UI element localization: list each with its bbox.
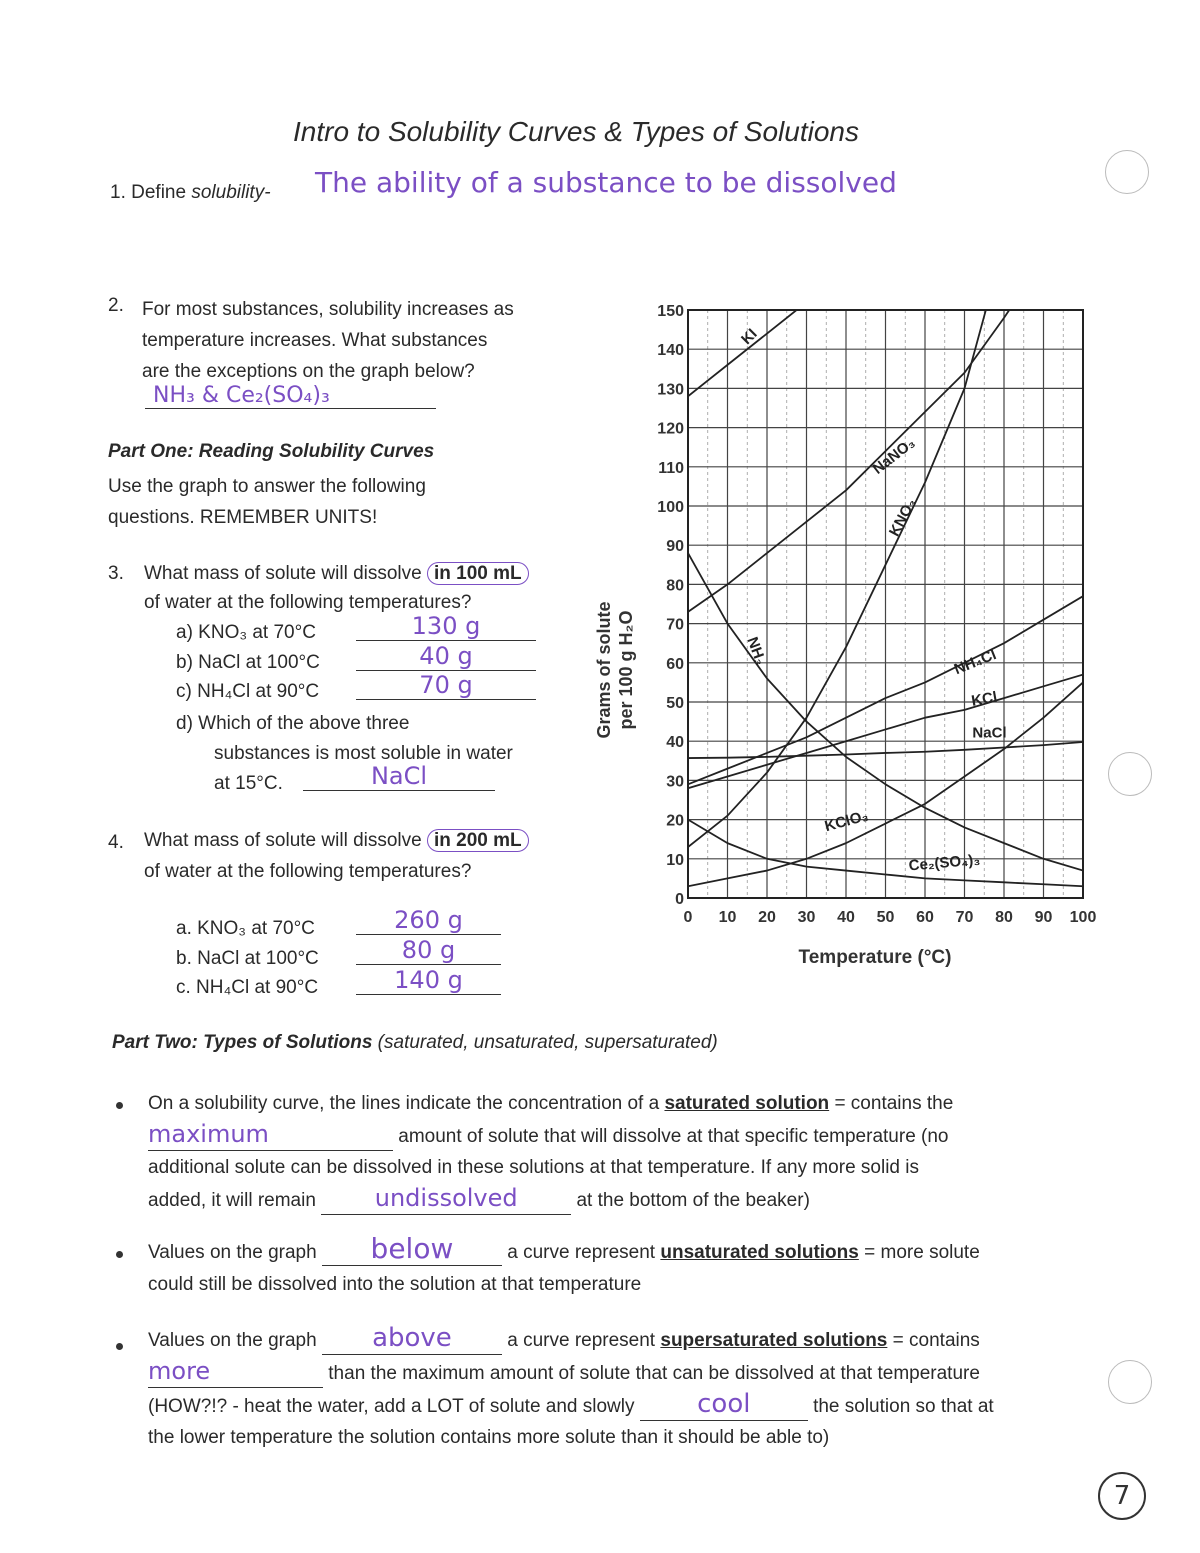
question-2-line: temperature increases. What substances xyxy=(142,330,488,351)
y-tick-label: 140 xyxy=(657,342,684,360)
series-label: NaCl xyxy=(972,724,1007,742)
question-text: What mass of solute will dissolve xyxy=(144,563,422,584)
question-3-number: 3. xyxy=(108,563,124,584)
question-prompt: Define xyxy=(131,182,187,203)
part-two-heading-label: Part Two: xyxy=(112,1032,198,1053)
question-term: solubility- xyxy=(191,182,271,203)
y-tick-label: 40 xyxy=(666,734,684,752)
q4-c-answer: 140 g xyxy=(356,966,501,995)
y-tick-label: 60 xyxy=(666,655,684,673)
series-label: KNO₃ xyxy=(885,495,920,540)
x-tick-label: 50 xyxy=(876,909,895,926)
y-tick-label: 50 xyxy=(666,695,684,712)
part-one-instructions xyxy=(108,471,426,533)
y-tick-label: 80 xyxy=(666,577,684,595)
bullet xyxy=(116,1343,123,1350)
answer-exceptions: NH₃ & Ce₂(SO₄)₃ xyxy=(145,383,436,409)
answer-solubility-definition: The ability of a substance to be dissolved xyxy=(315,166,897,199)
series-label: Ce₂(SO₄)₃ xyxy=(908,851,981,875)
question-2-number: 2. xyxy=(108,295,124,316)
q3-b-answer: 40 g xyxy=(356,642,536,671)
series-label: KCl xyxy=(970,688,999,710)
x-tick-label: 40 xyxy=(837,909,855,926)
y-tick-label: 150 xyxy=(657,303,684,320)
series-label: KI xyxy=(738,325,761,349)
bullet-text: = more solute xyxy=(864,1242,980,1263)
series-label: KClO₃ xyxy=(822,807,871,836)
x-tick-label: 60 xyxy=(916,909,934,926)
q3-a-label: a) KNO₃ at 70°C xyxy=(176,622,316,643)
q4-b-answer: 80 g xyxy=(356,936,501,965)
hole-punch xyxy=(1108,752,1152,796)
x-tick-label: 10 xyxy=(718,909,737,926)
y-axis-label-line2: per 100 g H₂O xyxy=(616,610,636,730)
bullet-text: a curve represent xyxy=(507,1242,656,1263)
bullet-text: at the bottom of the beaker) xyxy=(576,1190,810,1211)
bullet-text: the lower temperature the solution contains more solute than it should be able to) xyxy=(148,1427,830,1448)
bullet-text: the solution so that at xyxy=(813,1396,994,1417)
q3-d-line: d) Which of the above three xyxy=(176,713,410,734)
y-tick-label: 90 xyxy=(666,538,684,556)
term-saturated: saturated solution xyxy=(664,1093,830,1114)
series-label: NaNO₃ xyxy=(869,434,919,478)
x-tick-label: 30 xyxy=(797,909,816,926)
bullet-text: Values on the graph xyxy=(148,1242,317,1263)
instruction-line: Use the graph to answer the following xyxy=(108,476,426,497)
answer-more: more xyxy=(148,1356,323,1388)
bullet-text: a curve represent xyxy=(507,1330,656,1351)
y-axis-label-line1: Grams of solute xyxy=(594,601,614,739)
y-tick-label: 100 xyxy=(657,499,684,516)
question-1 xyxy=(110,181,271,205)
part-two-heading-title: Types of Solutions xyxy=(203,1032,373,1053)
q3-d-line: substances is most soluble in water xyxy=(214,743,513,764)
q3-a-answer: 130 g xyxy=(356,612,536,641)
chart-grid xyxy=(688,310,1083,898)
answer-undissolved: undissolved xyxy=(321,1183,571,1215)
q3-c-label: c) NH₄Cl at 90°C xyxy=(176,681,320,702)
bullet-text: additional solute can be dissolved in these solutions at that temperature. If any more solid is xyxy=(148,1157,919,1178)
bullet-text: amount of solute that will dissolve at that specific temperature (no xyxy=(398,1126,949,1147)
q4-a-answer: 260 g xyxy=(356,906,501,935)
bullet-2 xyxy=(148,1233,1078,1301)
x-tick-label: 80 xyxy=(995,909,1013,926)
x-tick-label: 20 xyxy=(758,909,776,926)
hole-punch xyxy=(1108,1360,1152,1404)
bullet-text: On a solubility curve, the lines indicate the concentration of a xyxy=(148,1093,660,1114)
y-tick-label: 120 xyxy=(657,420,684,438)
question-4-line1 xyxy=(144,829,529,853)
term-unsaturated: unsaturated solutions xyxy=(660,1242,859,1263)
solubility-chart xyxy=(590,290,1110,980)
bullet-text: (HOW?!? - heat the water, add a LOT of solute and slowly xyxy=(148,1396,635,1417)
chart-series-labels xyxy=(738,325,1007,874)
bullet-1 xyxy=(148,1088,1078,1216)
q4-c-label: c. NH₄Cl at 90°C xyxy=(176,977,319,998)
q4-b-label: b. NaCl at 100°C xyxy=(176,948,319,969)
q4-a-label: a. KNO₃ at 70°C xyxy=(176,918,315,939)
y-tick-label: 10 xyxy=(666,851,684,869)
page-title: Intro to Solubility Curves & Types of Solutions xyxy=(293,116,859,147)
bullet xyxy=(116,1251,123,1258)
q3-d-line: at 15°C. xyxy=(214,773,283,794)
hole-punch xyxy=(1105,150,1149,194)
page-number: 7 xyxy=(1098,1472,1146,1520)
bullet-text: could still be dissolved into the solution at that temperature xyxy=(148,1274,642,1295)
circled-volume: in 200 mL xyxy=(427,829,529,852)
part-two-heading-types: (saturated, unsaturated, supersaturated) xyxy=(377,1032,718,1053)
q3-d-answer: NaCl xyxy=(303,762,495,791)
instruction-line: questions. REMEMBER UNITS! xyxy=(108,507,378,528)
answer-above: above xyxy=(322,1323,502,1355)
x-tick-label: 100 xyxy=(1069,909,1097,926)
x-tick-label: 0 xyxy=(683,909,693,926)
answer-below: below xyxy=(322,1233,502,1266)
y-tick-label: 110 xyxy=(658,459,684,477)
y-tick-label: 30 xyxy=(666,773,684,791)
circled-volume: in 100 mL xyxy=(427,562,529,585)
question-number: 1. xyxy=(110,182,126,203)
term-supersaturated: supersaturated solutions xyxy=(660,1330,888,1351)
y-tick-label: 0 xyxy=(675,891,684,908)
question-2-line: are the exceptions on the graph below? xyxy=(142,361,475,382)
q3-c-answer: 70 g xyxy=(356,671,536,700)
question-3-line2: of water at the following temperatures? xyxy=(144,592,472,613)
series-label: NH₃ xyxy=(743,634,770,668)
question-2 xyxy=(142,294,514,387)
bullet-text: than the maximum amount of solute that can be dissolved at that temperature xyxy=(328,1363,980,1384)
question-3-line1 xyxy=(144,562,529,586)
question-text: What mass of solute will dissolve xyxy=(144,830,422,851)
bullet xyxy=(116,1102,123,1109)
answer-cool: cool xyxy=(640,1389,808,1421)
bullet-text: added, it will remain xyxy=(148,1190,316,1211)
x-tick-label: 90 xyxy=(1034,909,1053,926)
x-tick-label: 70 xyxy=(955,909,974,926)
part-one-heading: Part One: Reading Solubility Curves xyxy=(108,441,435,462)
answer-maximum: maximum xyxy=(148,1119,393,1151)
question-4-line2: of water at the following temperatures? xyxy=(144,861,472,882)
bullet-text: = contains the xyxy=(834,1093,954,1114)
q3-b-label: b) NaCl at 100°C xyxy=(176,652,320,673)
x-axis-label: Temperature (°C) xyxy=(798,947,952,968)
question-2-line: For most substances, solubility increases as xyxy=(142,299,514,320)
bullet-3 xyxy=(148,1323,1088,1453)
y-tick-label: 20 xyxy=(666,812,684,830)
bullet-text: = contains xyxy=(892,1330,980,1351)
part-two-heading xyxy=(112,1031,718,1055)
series-label: NH₄Cl xyxy=(951,646,999,679)
y-tick-label: 130 xyxy=(657,381,684,399)
question-4-number: 4. xyxy=(108,832,124,853)
bullet-text: Values on the graph xyxy=(148,1330,317,1351)
y-tick-label: 70 xyxy=(666,616,684,634)
